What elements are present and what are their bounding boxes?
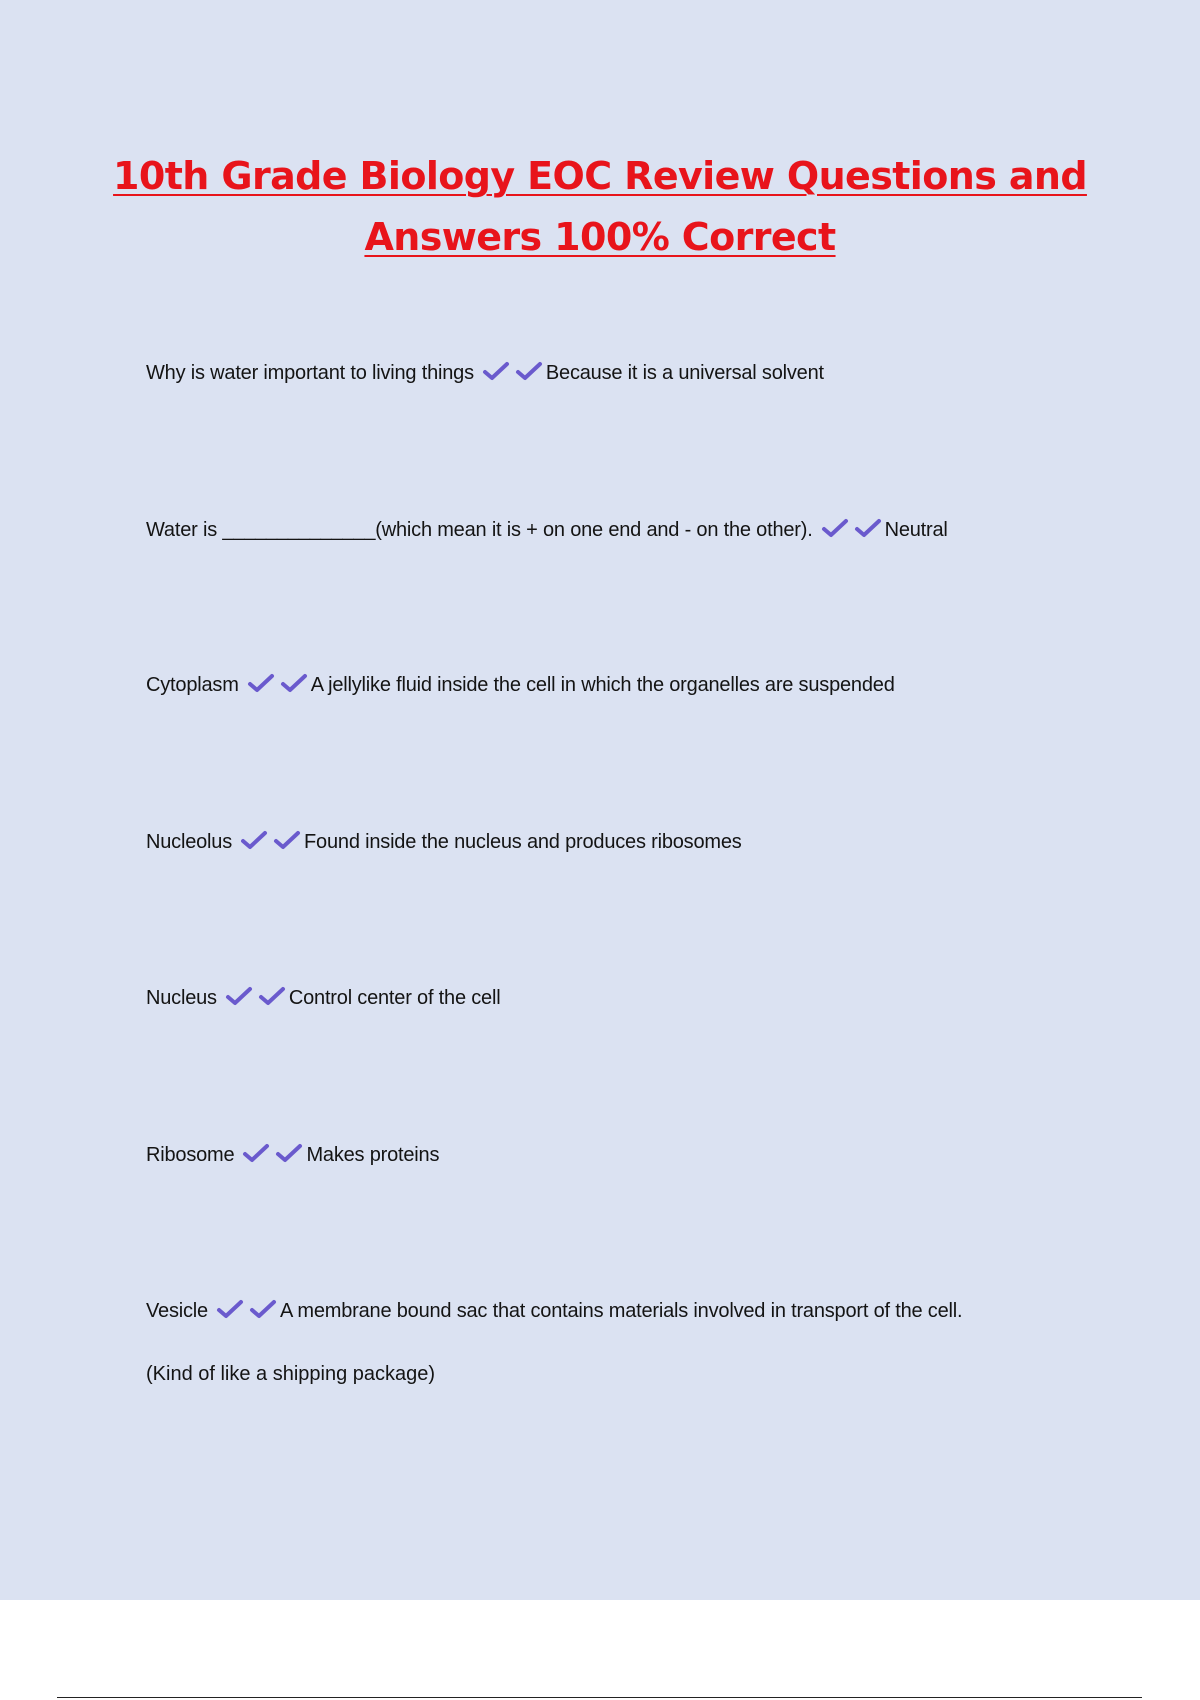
double-check-icon xyxy=(216,1298,278,1320)
qa-entry-vesicle xyxy=(146,1297,1106,1325)
qa-entry-water-polarity xyxy=(146,516,1106,544)
entry-term: Vesicle xyxy=(146,1300,208,1322)
entry-term: Why is water important to living things xyxy=(146,362,474,384)
qa-entry-water-importance xyxy=(146,359,1106,387)
entry-term: Cytoplasm xyxy=(146,674,239,696)
entry-answer: Because it is a universal solvent xyxy=(545,362,824,384)
double-check-icon xyxy=(242,1142,304,1164)
entry-term: Nucleus xyxy=(146,987,217,1009)
double-check-icon xyxy=(482,360,544,382)
qa-entry-ribosome xyxy=(146,1141,1106,1169)
footer-divider xyxy=(57,1697,1142,1698)
double-check-icon xyxy=(225,985,287,1007)
double-check-icon xyxy=(821,517,883,539)
qa-entry-nucleus xyxy=(146,984,1106,1012)
entry-term: Ribosome xyxy=(146,1144,235,1166)
entry-answer: Neutral xyxy=(884,519,948,541)
vesicle-answer-continuation: (Kind of like a shipping package) xyxy=(146,1363,436,1385)
entry-term: Water is ______________(which mean it is + on one end and - on the other). xyxy=(146,519,813,541)
entry-answer: A jellylike fluid inside the cell in which the organelles are suspended xyxy=(310,674,895,696)
qa-entry-nucleolus xyxy=(146,828,1106,856)
entry-answer: Found inside the nucleus and produces ribosomes xyxy=(304,831,742,853)
entry-answer: A membrane bound sac that contains materials involved in transport of the cell. xyxy=(279,1300,963,1322)
entry-answer: Makes proteins xyxy=(306,1144,440,1166)
entry-answer: Control center of the cell xyxy=(288,987,501,1009)
double-check-icon xyxy=(240,829,302,851)
double-check-icon xyxy=(247,672,309,694)
entry-term: Nucleolus xyxy=(146,831,233,853)
qa-entry-cytoplasm xyxy=(146,671,1106,699)
page-title: 10th Grade Biology EOC Review Questions and Answers 100% Correct xyxy=(113,154,1087,259)
